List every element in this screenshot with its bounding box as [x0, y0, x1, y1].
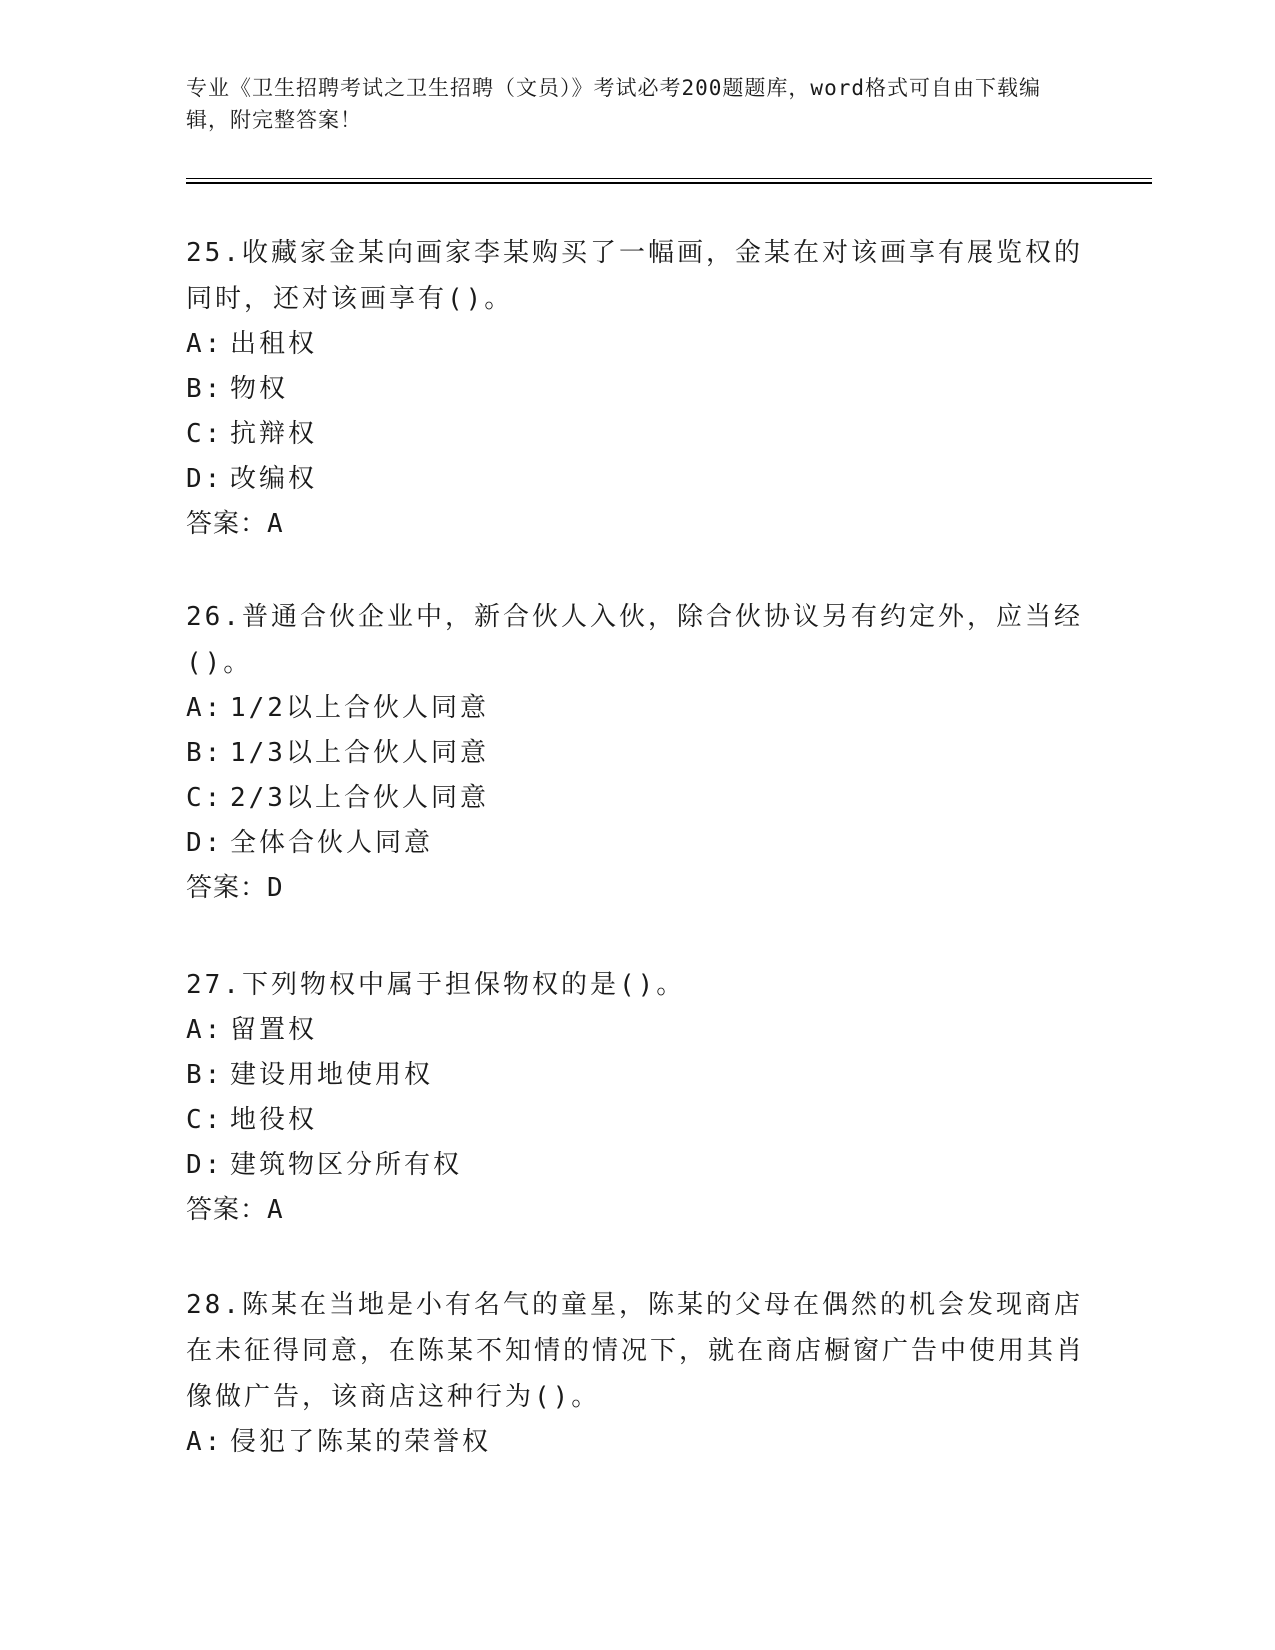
question-stem: 25.收藏家金某向画家李某购买了一幅画，金某在对该画享有展览权的同时，还对该画享有()。 [186, 238, 1083, 314]
answer-value: A [267, 509, 284, 539]
option-a [186, 1420, 1086, 1465]
option-a [186, 322, 1086, 367]
option-text: 2/3以上合伙人同意 [230, 783, 489, 813]
answer-value: A [267, 1195, 284, 1225]
option-b [186, 731, 1086, 776]
option-text: 地役权 [230, 1105, 318, 1135]
answer-label: 答案： [186, 873, 268, 903]
option-b [186, 1053, 1086, 1098]
option-letter: D: [186, 464, 224, 494]
document-intro: 专业《卫生招聘考试之卫生招聘（文员）》考试必考200题题库，word格式可自由下载编辑，附完整答案！ [186, 76, 1041, 132]
option-text: 抗辩权 [230, 419, 318, 449]
answer-label: 答案： [186, 509, 268, 539]
option-letter: A: [186, 1427, 224, 1457]
option-text: 出租权 [230, 329, 318, 359]
header-divider-thick [186, 182, 1152, 184]
option-text: 1/3以上合伙人同意 [230, 738, 489, 768]
option-text: 留置权 [230, 1015, 318, 1045]
question-stem: 28.陈某在当地是小有名气的童星，陈某的父母在偶然的机会发现商店在未征得同意，在陈某不知情的情况下，就在商店橱窗广告中使用其肖像做广告，该商店这种行为()。 [186, 1290, 1086, 1412]
option-b [186, 367, 1086, 412]
option-letter: C: [186, 419, 224, 449]
option-letter: B: [186, 374, 224, 404]
option-c [186, 776, 1086, 821]
option-letter: D: [186, 828, 224, 858]
option-text: 建筑物区分所有权 [230, 1150, 463, 1180]
question-stem: 27.下列物权中属于担保物权的是()。 [186, 970, 686, 1000]
option-text: 改编权 [230, 464, 318, 494]
option-a [186, 1008, 1086, 1053]
option-c [186, 1098, 1086, 1143]
option-letter: A: [186, 329, 224, 359]
option-a [186, 686, 1086, 731]
option-letter: D: [186, 1150, 224, 1180]
answer-label: 答案： [186, 1195, 268, 1225]
answer-line [186, 502, 1086, 547]
question-27 [186, 962, 1086, 1233]
option-text: 1/2以上合伙人同意 [230, 693, 489, 723]
option-letter: C: [186, 1105, 224, 1135]
option-text: 建设用地使用权 [230, 1060, 434, 1090]
option-c [186, 412, 1086, 457]
option-text: 全体合伙人同意 [230, 828, 434, 858]
answer-line [186, 866, 1086, 911]
option-letter: B: [186, 738, 224, 768]
answer-value: D [267, 873, 284, 903]
option-d [186, 457, 1086, 502]
option-letter: B: [186, 1060, 224, 1090]
header-divider-thin [186, 178, 1152, 179]
question-26 [186, 594, 1086, 911]
question-stem: 26.普通合伙企业中，新合伙人入伙，除合伙协议另有约定外，应当经()。 [186, 602, 1083, 678]
option-d [186, 821, 1086, 866]
option-text: 侵犯了陈某的荣誉权 [230, 1427, 492, 1457]
option-letter: A: [186, 1015, 224, 1045]
option-d [186, 1143, 1086, 1188]
question-28 [186, 1282, 1086, 1465]
answer-line [186, 1188, 1086, 1233]
option-letter: A: [186, 693, 224, 723]
question-25 [186, 230, 1086, 547]
option-letter: C: [186, 783, 224, 813]
option-text: 物权 [230, 374, 289, 404]
